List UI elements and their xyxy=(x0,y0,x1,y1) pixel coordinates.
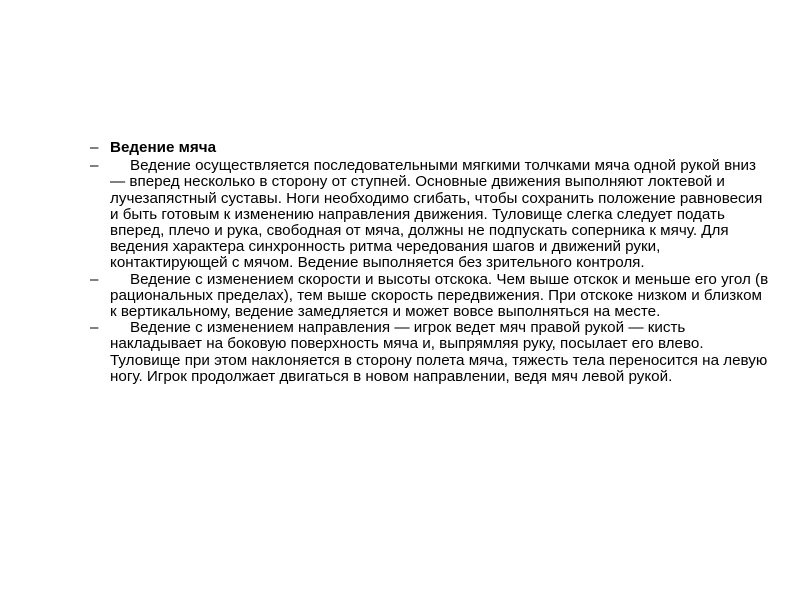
paragraph-body: Ведение с изменением скорости и высоты отскока. Чем выше отскок и меньше его угол (в рациональных пределах), тем выше скорость передвижения. При отскоке низком и близком к вертикальному, ведение замедляется и может вовсе выполняться на месте. xyxy=(110,270,769,321)
list-item-heading xyxy=(80,140,770,156)
paragraph-indent xyxy=(110,157,130,174)
bullet-dash: – xyxy=(90,270,99,288)
list-item xyxy=(80,320,770,385)
bullet-dash: – xyxy=(90,319,99,337)
paragraph-text xyxy=(110,272,770,321)
list-item xyxy=(80,158,770,271)
bullet-dash: – xyxy=(90,157,99,175)
paragraph-text xyxy=(110,320,770,385)
heading-text: Ведение мяча xyxy=(110,139,217,156)
bullet-dash: – xyxy=(90,139,99,156)
paragraph-indent xyxy=(110,271,130,288)
paragraph-text xyxy=(110,158,770,271)
list-item xyxy=(80,272,770,321)
paragraph-indent xyxy=(110,319,130,336)
bullet-list xyxy=(80,140,770,385)
paragraph-body: Ведение осуществляется последовательными мягкими толчками мяча одной рукой вниз — вперед несколько в сторону от ступней. Основные движения выполняют локтевой и лучезапястный суставы. Ноги необходимо сгибать, чтобы сохранить положение равновесия и быть готовым к изменению направления движения. Туловище слегка следует подать вперед, плечо и рука, свободная от мяча, должны не подпускать соперника к мячу. Для ведения характера синхронность ритма чередования шагов и движений руки, контактирующей с мячом. Ведение выполняется без зрительного контроля. xyxy=(110,157,763,272)
paragraph-body: Ведение с изменением направления — игрок ведет мяч правой рукой — кисть накладывает на боковую поверхность мяча и, выпрямляя руку, посылает его влево. Туловище при этом наклоняется в сторону полета мяча, тяжесть тела переносится на левую ногу. Игрок продолжает двигаться в новом направлении, ведя мяч левой рукой. xyxy=(110,319,768,385)
